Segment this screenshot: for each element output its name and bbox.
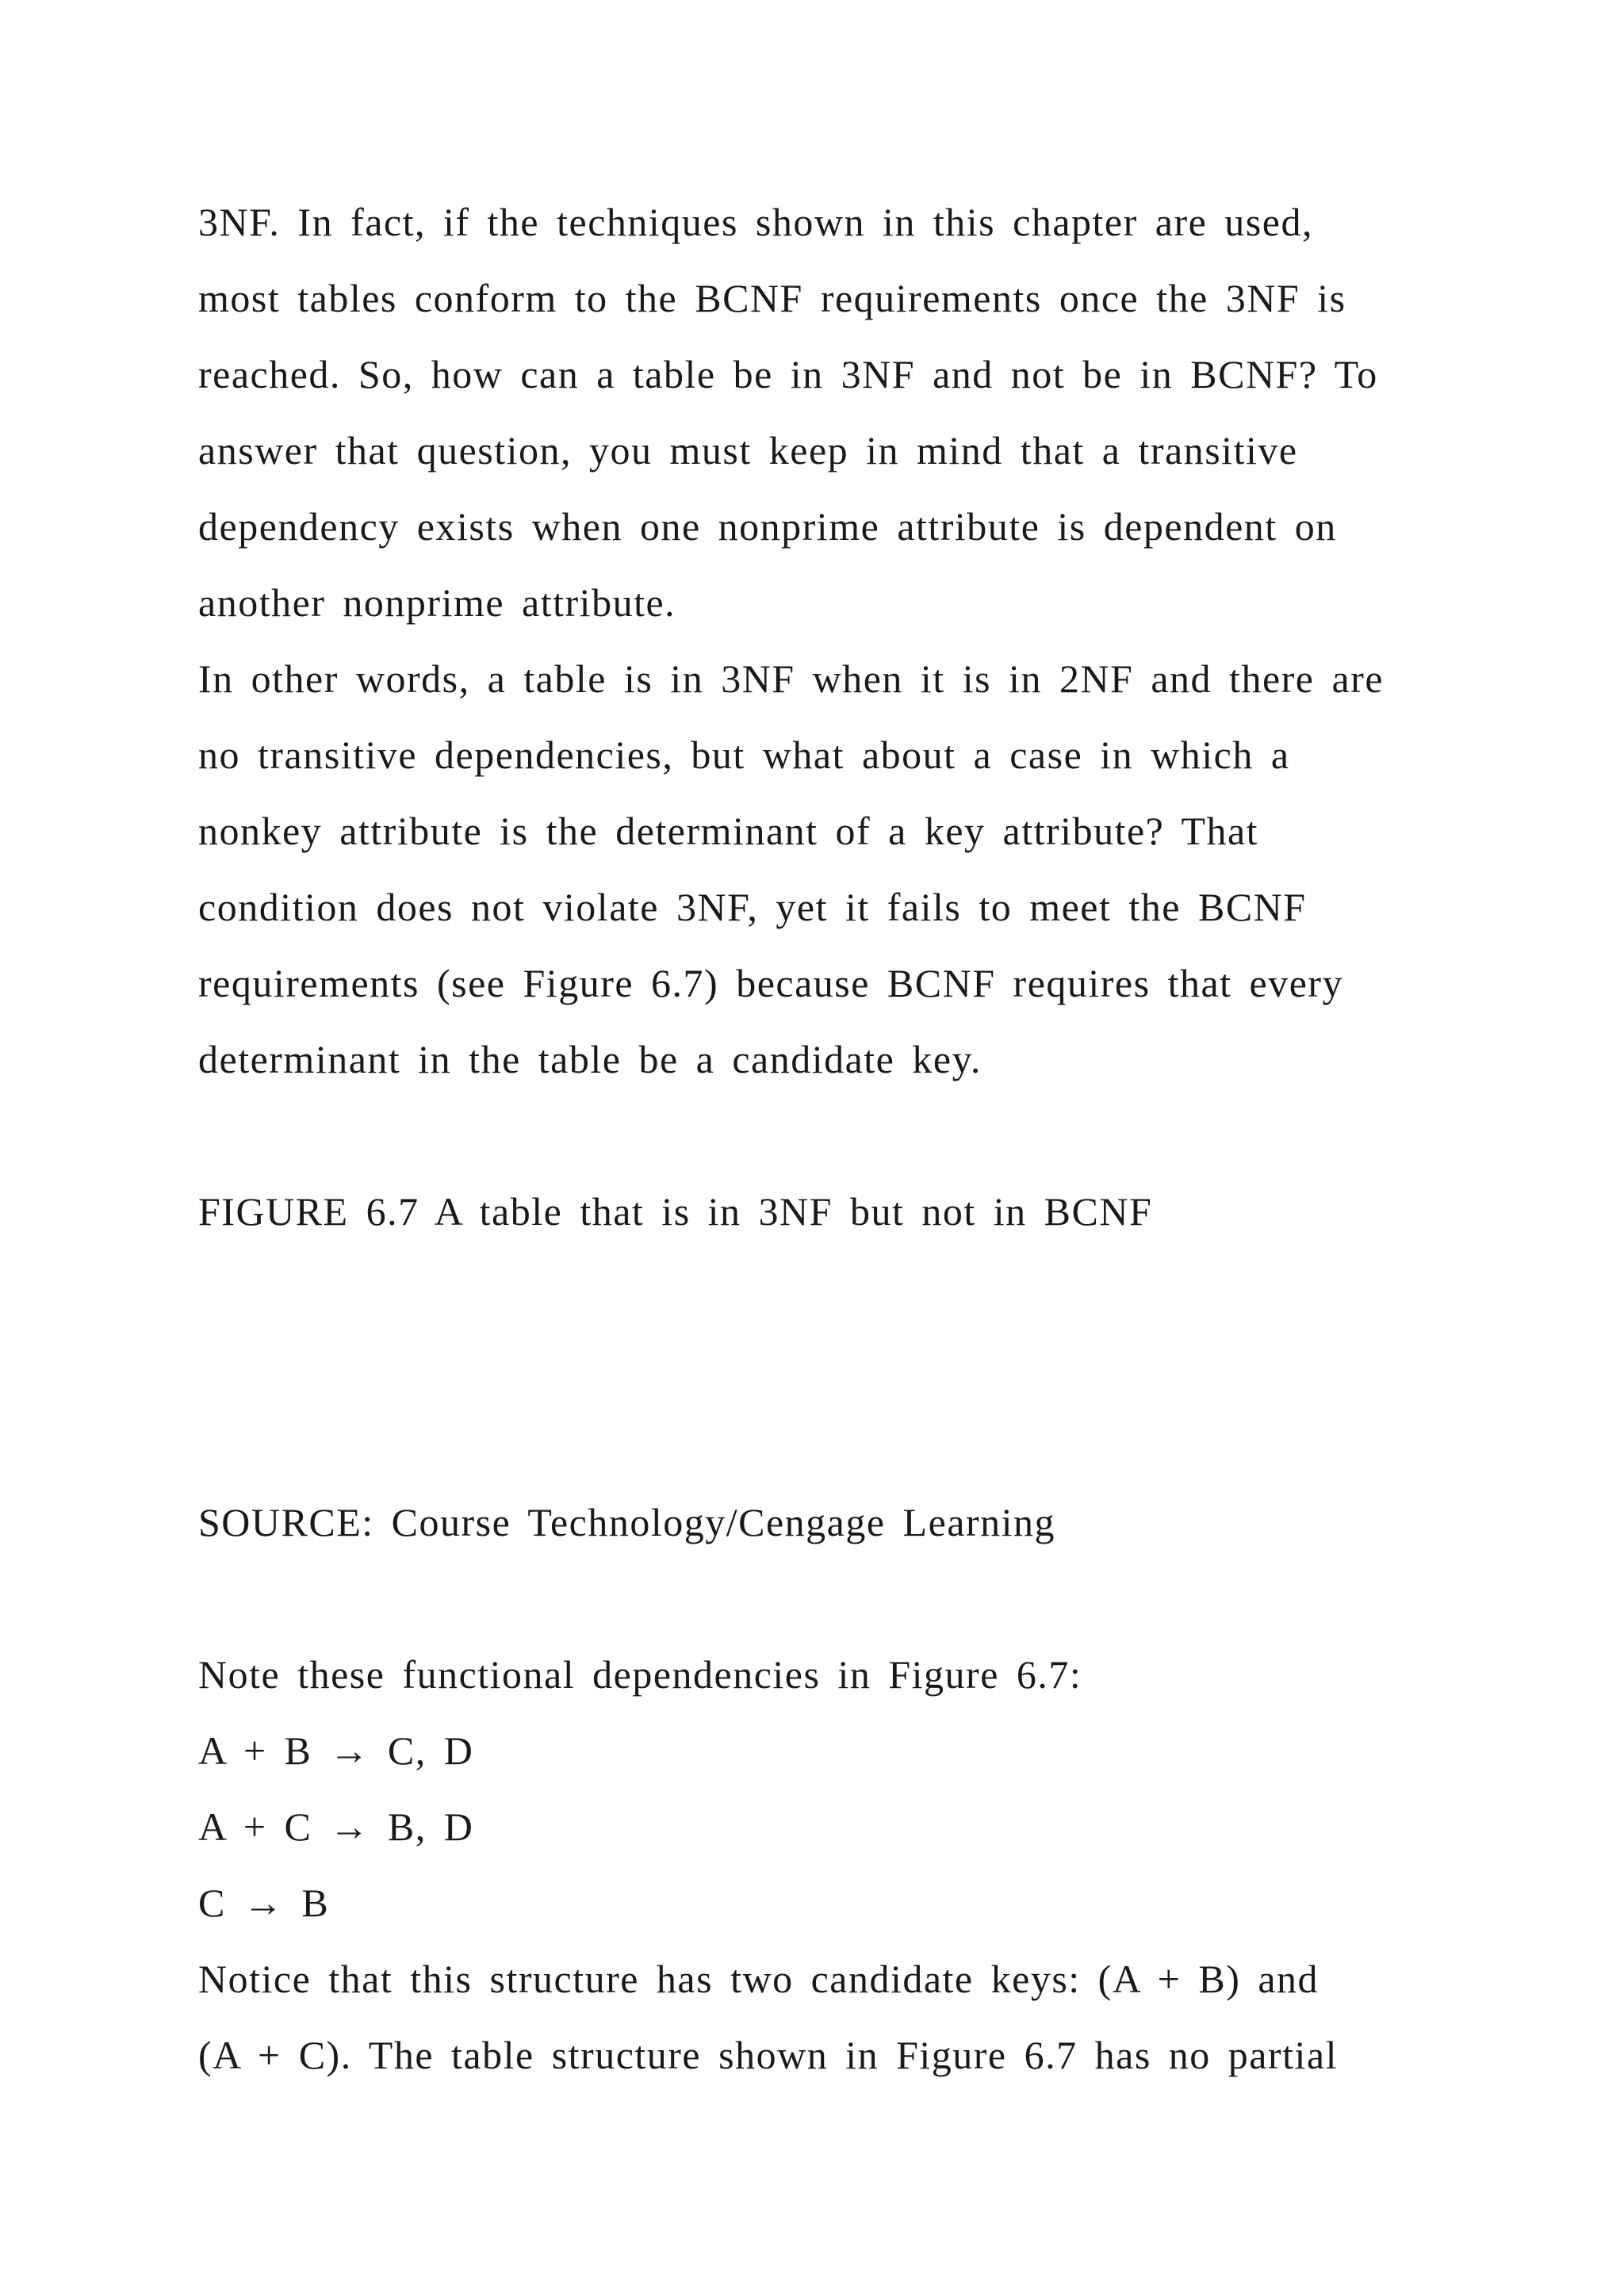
paragraph-3-line-1: Notice that this structure has two candidate keys: (A + B) and: [198, 1957, 1320, 2001]
functional-dependency-1: A + B → C, D: [198, 1728, 474, 1773]
paragraph-1-line-4: answer that question, you must keep in mind that a transitive: [198, 428, 1298, 473]
paragraph-2-line-2: no transitive dependencies, but what about a case in which a: [198, 733, 1290, 777]
figure-source: SOURCE: Course Technology/Cengage Learning: [198, 1500, 1056, 1544]
paragraph-1-line-3: reached. So, how can a table be in 3NF and not be in BCNF? To: [198, 352, 1378, 396]
paragraph-1-line-1: 3NF. In fact, if the techniques shown in this chapter are used,: [198, 200, 1313, 244]
functional-dependency-2: A + C → B, D: [198, 1804, 474, 1849]
dependencies-intro: Note these functional dependencies in Figure 6.7:: [198, 1652, 1082, 1697]
paragraph-2-line-3: nonkey attribute is the determinant of a key attribute? That: [198, 809, 1259, 853]
paragraph-2-line-5: requirements (see Figure 6.7) because BCNF requires that every: [198, 961, 1344, 1005]
figure-caption: FIGURE 6.7 A table that is in 3NF but not in BCNF: [198, 1189, 1153, 1234]
paragraph-1-line-5: dependency exists when one nonprime attribute is dependent on: [198, 504, 1337, 549]
paragraph-1-line-2: most tables conform to the BCNF requirements once the 3NF is: [198, 276, 1346, 320]
document-page: [198, 0, 1435, 2296]
paragraph-2-line-4: condition does not violate 3NF, yet it fails to meet the BCNF: [198, 885, 1307, 929]
functional-dependency-3: C → B: [198, 1881, 330, 1925]
paragraph-1-line-6: another nonprime attribute.: [198, 580, 676, 625]
paragraph-2-line-1: In other words, a table is in 3NF when it is in 2NF and there are: [198, 656, 1385, 701]
paragraph-3-line-2: (A + C). The table structure shown in Figure 6.7 has no partial: [198, 2033, 1338, 2077]
paragraph-2-line-6: determinant in the table be a candidate key.: [198, 1037, 982, 1081]
figure-placeholder: [198, 1245, 1435, 1483]
